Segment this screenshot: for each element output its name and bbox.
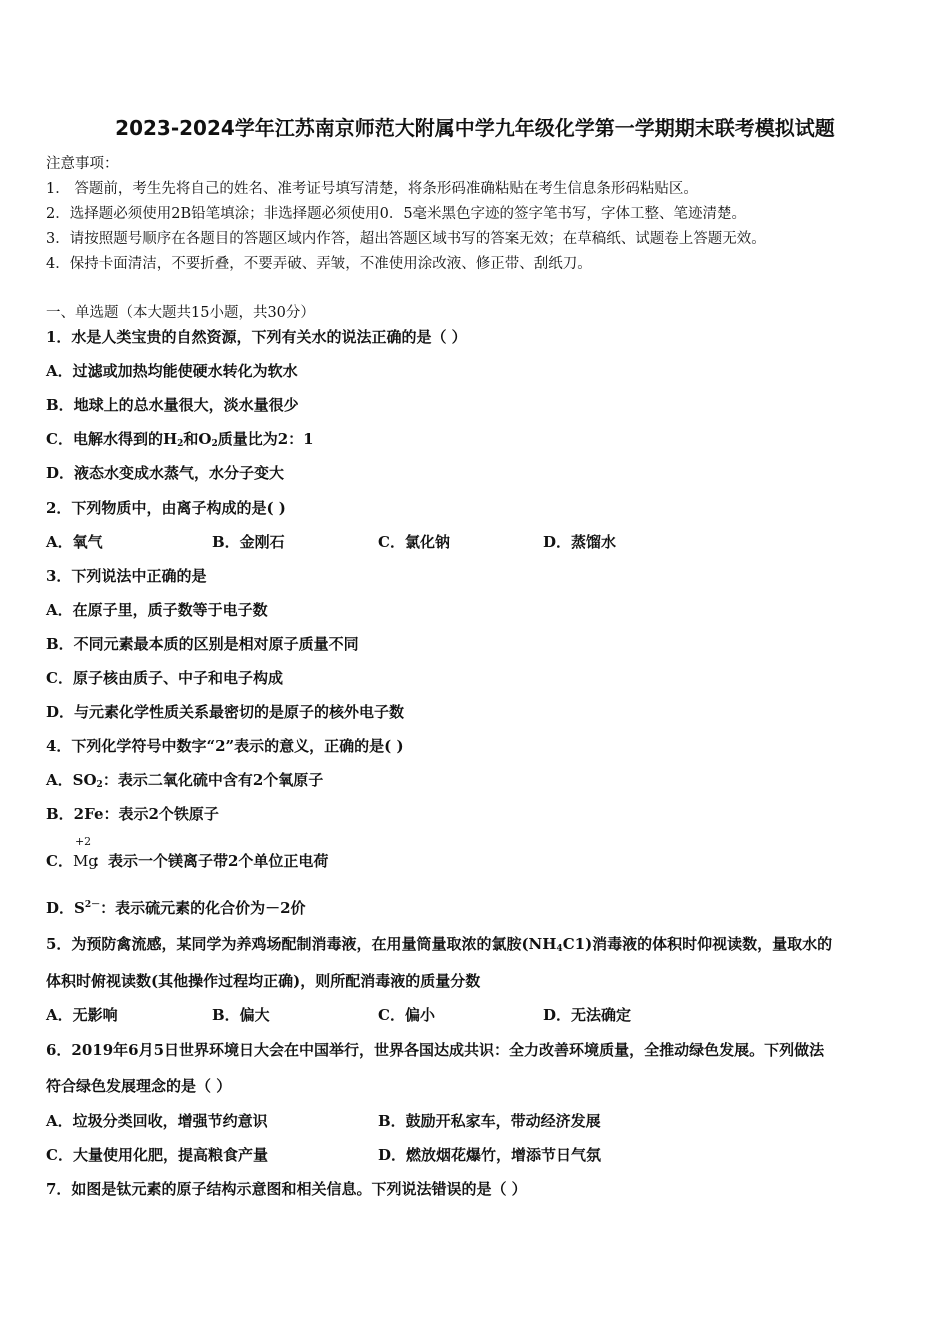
question-6-option-c: C．大量使用化肥，提高粮食产量 — [46, 1146, 268, 1164]
question-6-stem-line-1: 6．2019年6月5日世界环境日大会在中国举行，世界各国达成共识：全力改善环境质量，全推动绿色发展。下列做法 — [46, 1041, 825, 1059]
notice-item-1: 1． 答题前，考生先将自己的姓名、准考证号填写清楚，将条形码准确粘贴在考生信息条形码粘贴区。 — [46, 181, 698, 197]
question-2-option-c: C．氯化钠 — [378, 533, 450, 551]
q1-c-sub-2: 2 — [211, 439, 218, 449]
notice-heading: 注意事项： — [46, 156, 119, 172]
q1-c-text-post: 质量比为2：1 — [217, 430, 314, 448]
q5-stem-pre: 5．为预防禽流感，某同学为养鸡场配制消毒液，在用量筒量取浓的氯胺(NH — [46, 935, 557, 953]
question-2-option-d: D．蒸馏水 — [543, 533, 617, 551]
question-5-option-a: A．无影响 — [46, 1006, 118, 1024]
question-4-option-b: B．2Fe：表示2个铁原子 — [46, 805, 219, 823]
question-6-option-a: A．垃圾分类回收，增强节约意识 — [46, 1112, 268, 1130]
question-1-option-d: D．液态水变成水蒸气，水分子变大 — [46, 464, 285, 482]
question-1-stem: 1．水是人类宝贵的自然资源，下列有关水的说法正确的是（ ） — [46, 328, 467, 346]
question-3-stem: 3．下列说法中正确的是 — [46, 567, 207, 585]
question-7-stem: 7．如图是钛元素的原子结构示意图和相关信息。下列说法错误的是（ ） — [46, 1180, 527, 1198]
q1-c-text-pre: C．电解水得到的H — [46, 430, 178, 448]
q5-stem-sub: 4 — [556, 944, 563, 954]
q1-c-sub-1: 2 — [177, 439, 184, 449]
question-2-option-b: B．金刚石 — [212, 533, 285, 551]
question-5-stem-line-2: 体积时俯视读数(其他操作过程均正确)，则所配消毒液的质量分数 — [46, 972, 481, 990]
q4-d-sup: 2－ — [84, 900, 101, 910]
question-3-option-c: C．原子核由质子、中子和电子构成 — [46, 669, 283, 687]
question-4-option-a — [46, 769, 323, 790]
question-2-stem: 2．下列物质中，由离子构成的是( ) — [46, 499, 286, 517]
mg-valence-sup: +2 — [74, 835, 92, 848]
question-3-option-a: A．在原子里，质子数等于电子数 — [46, 601, 268, 619]
q4-c-text-post: ：表示一个镁离子带2个单位正电荷 — [92, 852, 329, 870]
question-6-option-b: B．鼓励开私家车，带动经济发展 — [378, 1112, 601, 1130]
notice-item-4: 4．保持卡面清洁，不要折叠，不要弄破、弄皱，不准使用涂改液、修正带、刮纸刀。 — [46, 256, 592, 272]
question-2-option-a: A．氧气 — [46, 533, 103, 551]
q1-c-text-mid: 和O — [183, 430, 212, 448]
question-5-stem-line-1 — [46, 933, 832, 954]
question-3-option-b: B．不同元素最本质的区别是相对原子质量不同 — [46, 635, 359, 653]
q4-d-text-pre: D．S — [46, 899, 85, 917]
page-title: 2023-2024学年江苏南京师范大附属中学九年级化学第一学期期末联考模拟试题 — [115, 116, 835, 140]
q4-c-label: C． — [46, 852, 73, 870]
question-5-option-c: C．偏小 — [378, 1006, 435, 1024]
mg-symbol: Mg — [72, 852, 98, 870]
q4-a-text-pre: A．SO — [46, 771, 97, 789]
question-6-stem-line-2: 符合绿色发展理念的是（ ） — [46, 1077, 232, 1095]
question-5-option-b: B．偏大 — [212, 1006, 270, 1024]
notice-item-3: 3．请按照题号顺序在各题目的答题区域内作答，超出答题区域书写的答案无效；在草稿纸、试题卷上答题无效。 — [46, 231, 766, 247]
q4-a-sub: 2 — [96, 780, 103, 790]
question-4-stem: 4．下列化学符号中数字“2”表示的意义，正确的是( ) — [46, 737, 404, 755]
section-heading: 一、单选题（本大题共15小题，共30分） — [46, 305, 315, 321]
question-1-option-c — [46, 428, 314, 449]
question-4-option-d — [46, 897, 306, 918]
notice-item-2: 2．选择题必须使用2B铅笔填涂；非选择题必须使用0．5毫米黑色字迹的签字笔书写，字体工整、笔迹清楚。 — [46, 206, 747, 222]
question-4-option-c — [46, 835, 329, 871]
question-1-option-a: A．过滤或加热均能使硬水转化为软水 — [46, 362, 298, 380]
q4-d-text-post: ：表示硫元素的化合价为－2价 — [100, 899, 306, 917]
magnesium-valence-symbol — [72, 835, 98, 870]
question-3-option-d: D．与元素化学性质关系最密切的是原子的核外电子数 — [46, 703, 405, 721]
question-6-option-d: D．燃放烟花爆竹，增添节日气氛 — [378, 1146, 602, 1164]
question-5-option-d: D．无法确定 — [543, 1006, 632, 1024]
question-1-option-b: B．地球上的总水量很大，淡水量很少 — [46, 396, 299, 414]
q5-stem-post: C1)消毒液的体积时仰视读数，量取水的 — [562, 935, 833, 953]
q4-a-text-post: ：表示二氧化硫中含有2个氧原子 — [102, 771, 324, 789]
